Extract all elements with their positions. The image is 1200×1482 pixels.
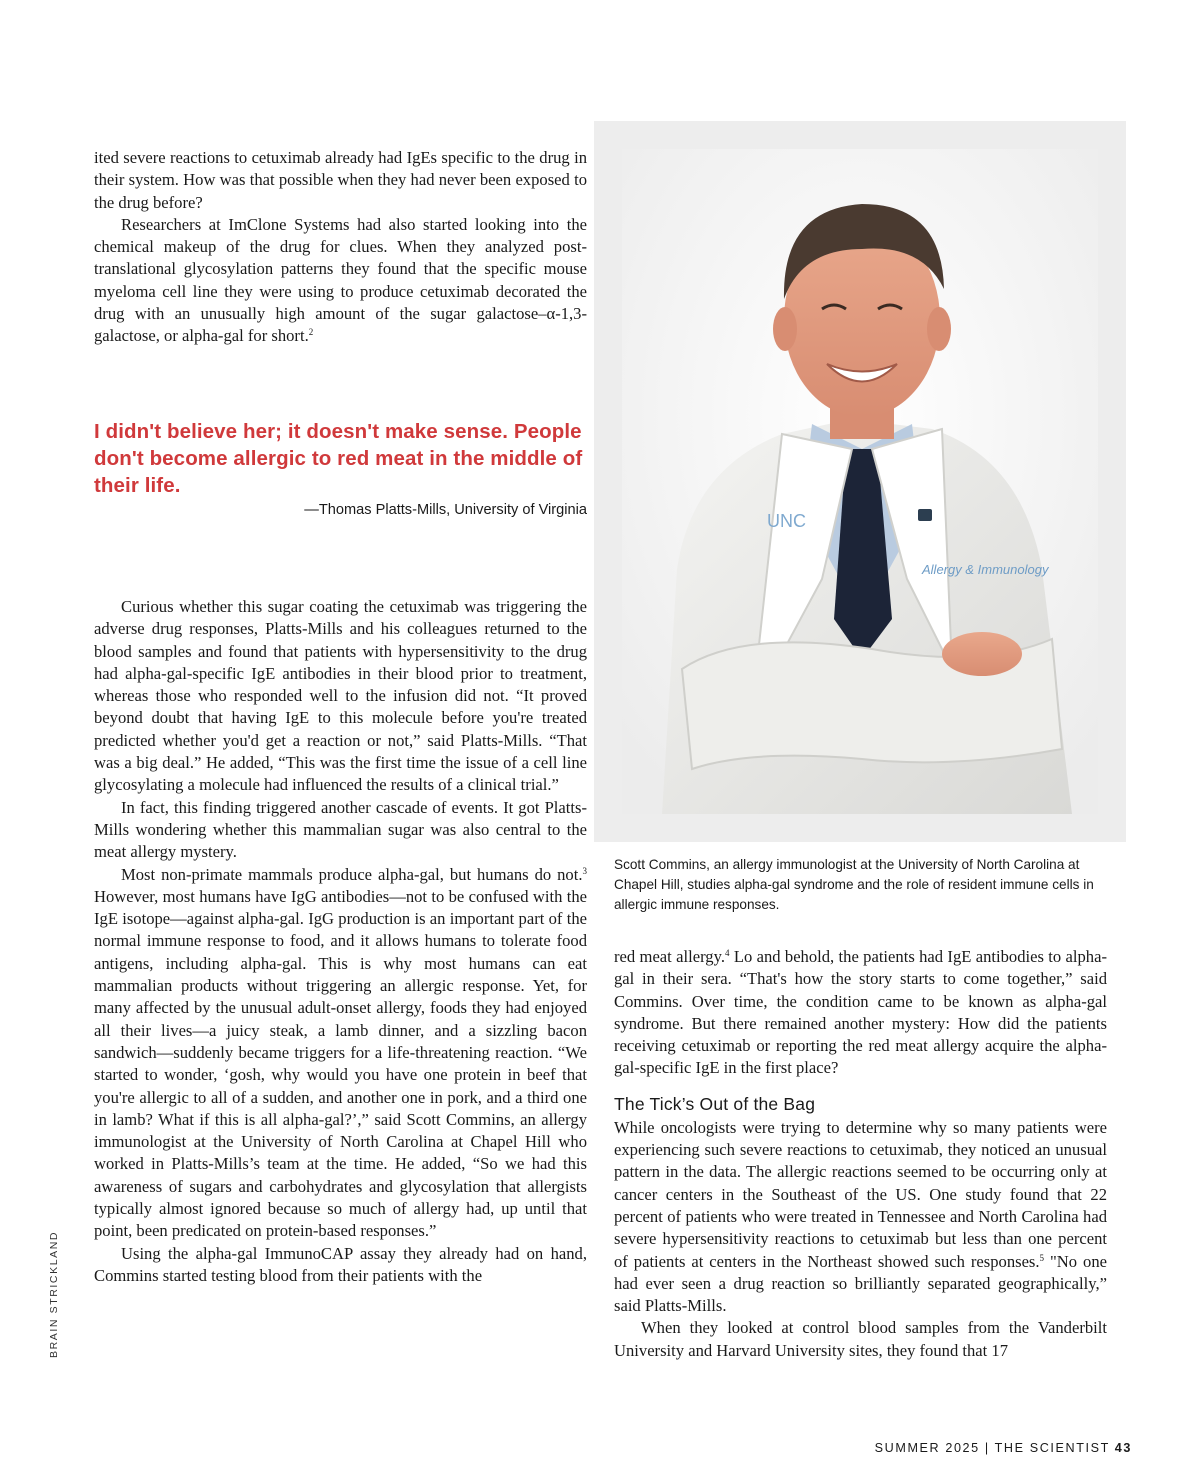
pull-quote-attribution: —Thomas Platts-Mills, University of Virginia — [304, 502, 587, 518]
publication-name: THE SCIENTIST — [994, 1441, 1110, 1455]
portrait-photo — [622, 149, 1098, 814]
portrait-illustration — [622, 149, 1098, 814]
photo-caption: Scott Commins, an allergy immunologist at the University of North Carolina at Chapel Hill, studies alpha-gal syndrome and the role of resident immune cells in allergic immune responses. — [614, 857, 1094, 912]
reference-number: 5 — [1039, 1252, 1045, 1263]
pull-quote — [94, 418, 587, 518]
coat-name: Allergy & Immunology — [922, 562, 1049, 577]
page-number: 43 — [1114, 1441, 1132, 1455]
paragraph: Most non-primate mammals produce alpha-gal, but humans do not.$^3$ However, most humans have IgG antibodies—not to be confused with the IgE isotope—against alpha-gal. IgG production is an important part of the normal immune response to food, and it allows humans to tolerate food antigens, including alpha-gal. This is why most humans can eat mammalian products without triggering an allergic response. Yet, for many affected by the unusual adult-onset allergy, foods they had enjoyed all their lives—a juicy steak, a lamb dinner, and a sizzling bacon sandwich—suddenly became triggers for a life-threatening reaction. “We started to wonder, ‘gosh, why would you have one protein in beef that you're allergic to all of a sudden, and another one in pork, and a third one in lamb? What if this is all alpha-gal?’,” said Scott Commins, an allergy immunologist at the University of North Carolina at Chapel Hill who worked in Platts-Mills’s team at the time. He added, “So we had this awareness of sugars and carbohydrates and glycosylation that allergists typically almost ignored because so much of allergy had, up until that point, been predicated on protein-based responses.” — [94, 864, 587, 1241]
reference-number: 3 — [582, 865, 587, 876]
section-subhead: The Tick’s Out of the Bag — [614, 1093, 816, 1114]
photo-frame — [594, 121, 1126, 842]
photo-credit: BRAIN STRICKLAND — [48, 1230, 60, 1358]
right-column — [614, 946, 1107, 1362]
pull-quote-text: I didn't believe her; it doesn't make sense. People don't become allergic to red meat in the middle of their life. — [94, 420, 583, 497]
paragraph: When they looked at control blood samples from the Vanderbilt University and Harvard University sites, they found that 17 — [614, 1318, 1107, 1360]
reference-number: 4 — [724, 948, 730, 958]
page-footer — [875, 1441, 1132, 1455]
paragraph: Curious whether this sugar coating the cetuximab was triggering the adverse drug responses, Platts-Mills and his colleagues returned to the blood samples and found that patients with hypersensitivity to the drug had alpha-gal-specific IgE antibodies in their blood prior to treatment, whereas those who responded well to the infusion did not. “It proved beyond doubt that having IgE to this molecule before you're treated predicted whether you'd get a reaction or not,” said Platts-Mills. “That was a big deal.” He added, “This was the first time the issue of a cell line glycosylating a molecule had influenced the results of a clinical trial.” — [94, 597, 587, 795]
left-column-bottom — [94, 596, 587, 1287]
paragraph: Using the alpha-gal ImmunoCAP assay they already had on hand, Commins started testing blood from their patients with the — [94, 1243, 587, 1285]
paragraph: Researchers at ImClone Systems had also started looking into the chemical makeup of the drug for clues. When they analyzed post-translational glycosylation patterns they found that the specific mouse myeloma cell line they were using to produce cetuximab decorated the drug with an unusually high amount of the sugar galactose–α-1,3-galactose, or alpha-gal for short.$^2$ — [94, 214, 587, 346]
coat-logo: UNC — [767, 511, 806, 531]
paragraph: While oncologists were trying to determine why so many patients were experiencing such severe reactions to cetuximab, they noticed an unusual pattern in the data. The allergic reactions seemed to be occurring only at cancer centers in the Southeast of the US. One study found that 22 percent of patients who were treated in Tennessee and North Carolina had severe hypersensitivity reactions to cetuximab but less than one percent of patients at centers in the Northeast showed such responses.$^5$ "No one had ever seen a drug reaction so brilliantly separated geographically,” said Platts-Mills. — [614, 1117, 1107, 1316]
paragraph: In fact, this finding triggered another cascade of events. It got Platts-Mills wondering whether this mammalian sugar was also central to the meat allergy mystery. — [94, 797, 587, 862]
paragraph: red meat allergy.$^4$ Lo and behold, the patients had IgE antibodies to alpha-gal in their sera. “That's how the story starts to come together,” said Commins. Over time, the condition came to be known as alpha-gal syndrome. But there remained another mystery: How did the patients receiving cetuximab or reporting the red meat allergy acquire the alpha-gal-specific IgE in the first place? — [614, 947, 1107, 1078]
paragraph: ited severe reactions to cetuximab already had IgEs specific to the drug in their system. How was that possible when they had never been exposed to the drug before? — [94, 148, 587, 212]
left-column-top — [94, 147, 587, 348]
footer-separator: | — [984, 1441, 990, 1455]
reference-number: 2 — [308, 327, 314, 338]
issue-label: SUMMER 2025 — [874, 1441, 980, 1455]
